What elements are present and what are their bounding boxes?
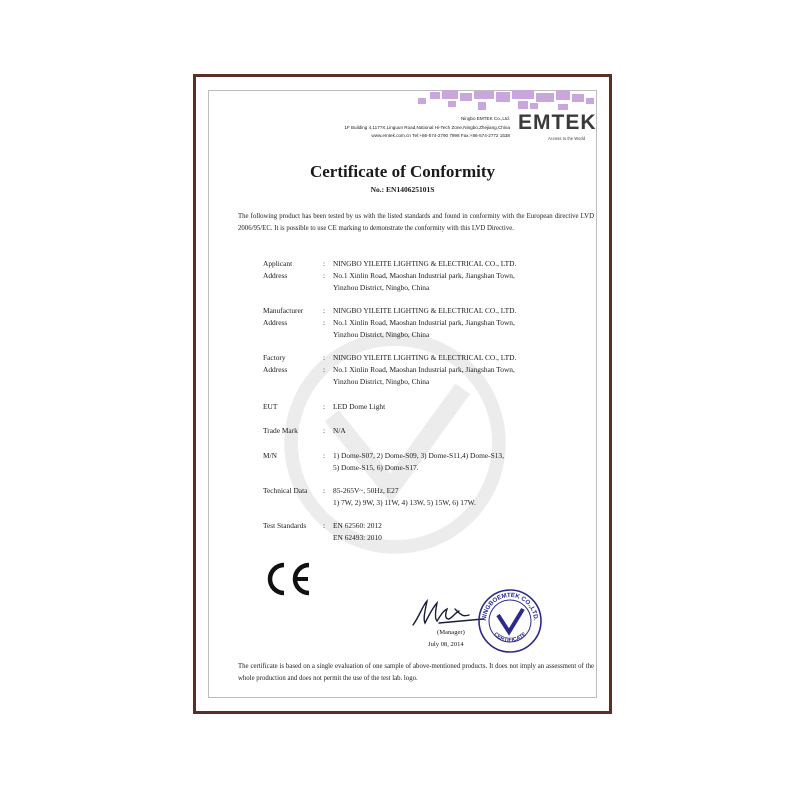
colon: :: [323, 402, 326, 411]
applicant-name: NINGBO YILEITE LIGHTING & ELECTRICAL CO., LTD.: [333, 259, 517, 268]
manufacturer-name: NINGBO YILEITE LIGHTING & ELECTRICAL CO., LTD.: [333, 306, 517, 315]
factory-name: NINGBO YILEITE LIGHTING & ELECTRICAL CO., LTD.: [333, 353, 517, 362]
applicant-address-line1: No.1 Xinlin Road, Maoshan Industrial park, Jiangshan Town,: [333, 271, 515, 280]
eut-label: EUT: [263, 402, 278, 411]
eut-value: LED Dome Light: [333, 402, 386, 411]
lab-address: 1F Building 4,117?X,Linguun Road,National Hi-Tech Zone,Ningbo,Zhejiang,China: [344, 125, 510, 130]
standard-2: EN 62493: 2010: [333, 533, 382, 542]
colon: :: [323, 353, 326, 362]
lab-contact: www.emtek.com.cn Tel:+86-574-2790 7998 Fax:+86-574-2772 1538: [371, 133, 510, 138]
factory-address-line1: No.1 Xinlin Road, Maoshan Industrial park, Jiangshan Town,: [333, 365, 515, 374]
signature-role: (Manager): [437, 629, 465, 636]
manufacturer-address-line2: Yinzhou District, Ningbo, China: [333, 330, 430, 339]
colon: :: [323, 259, 326, 268]
factory-address-label: Address: [263, 365, 288, 374]
manufacturer-address-line1: No.1 Xinlin Road, Maoshan Industrial park, Jiangshan Town,: [333, 318, 515, 327]
footer-disclaimer: The certificate is based on a single evaluation of one sample of above-mentioned products. It does not imply an assessment of the whole production and does not permit the use of the test lab. logo.: [238, 663, 594, 682]
model-line2: 5) Dome-S15, 6) Dome-S17.: [333, 463, 419, 472]
colon: :: [323, 521, 326, 530]
certificate-title: Certificate of Conformity: [309, 162, 496, 181]
svg-text:CERTIFICATE: CERTIFICATE: [492, 631, 528, 644]
factory-label: Factory: [263, 353, 286, 362]
certificate-number: No.: EN140625101S: [370, 185, 435, 194]
colon: :: [323, 365, 326, 374]
technical-line2: 1) 7W, 2) 9W, 3) 11W, 4) 13W, 5) 15W, 6) 17W.: [333, 498, 476, 507]
ce-mark-icon: [264, 561, 314, 597]
logo-tagline: Access to the World: [548, 136, 586, 141]
trademark-value: N/A: [333, 426, 346, 435]
applicant-address-label: Address: [263, 271, 288, 280]
colon: :: [323, 318, 326, 327]
standards-label: Test Standards: [263, 521, 307, 530]
applicant-label: Applicant: [263, 259, 293, 268]
manufacturer-address-label: Address: [263, 318, 288, 327]
factory-address-line2: Yinzhou District, Ningbo, China: [333, 377, 430, 386]
technical-label: Technical Data: [263, 486, 308, 495]
svg-text:NINGBOEMTEK CO.,LTD.: NINGBOEMTEK CO.,LTD.: [480, 591, 540, 621]
colon: :: [323, 271, 326, 280]
applicant-address-line2: Yinzhou District, Ningbo, China: [333, 283, 430, 292]
model-line1: 1) Dome-S07, 2) Dome-S09, 3) Dome-S11,4) Dome-S13,: [333, 451, 504, 460]
model-label: M/N: [263, 451, 277, 460]
colon: :: [323, 306, 326, 315]
colon: :: [323, 451, 326, 460]
trademark-label: Trade Mark: [263, 426, 298, 435]
colon: :: [323, 426, 326, 435]
standard-1: EN 62560: 2012: [333, 521, 382, 530]
colon: :: [323, 486, 326, 495]
manufacturer-label: Manufacturer: [263, 306, 304, 315]
emtek-logo: EMTEK: [518, 111, 597, 134]
signature-date: July 08, 2014: [428, 641, 464, 648]
technical-line1: 85-265V~, 50Hz, E27: [333, 486, 399, 495]
company-seal-stamp: [477, 588, 543, 654]
manager-signature: [409, 595, 487, 631]
lab-name: Ningbo EMTEK Co.,Ltd.: [460, 116, 510, 121]
intro-paragraph: The following product has been tested by us with the listed standards and found in conformity with the European directive LVD 2006/95/EC. It is possible to use CE marking to demonstrate the conformity with this LVD Directive.: [238, 213, 594, 232]
